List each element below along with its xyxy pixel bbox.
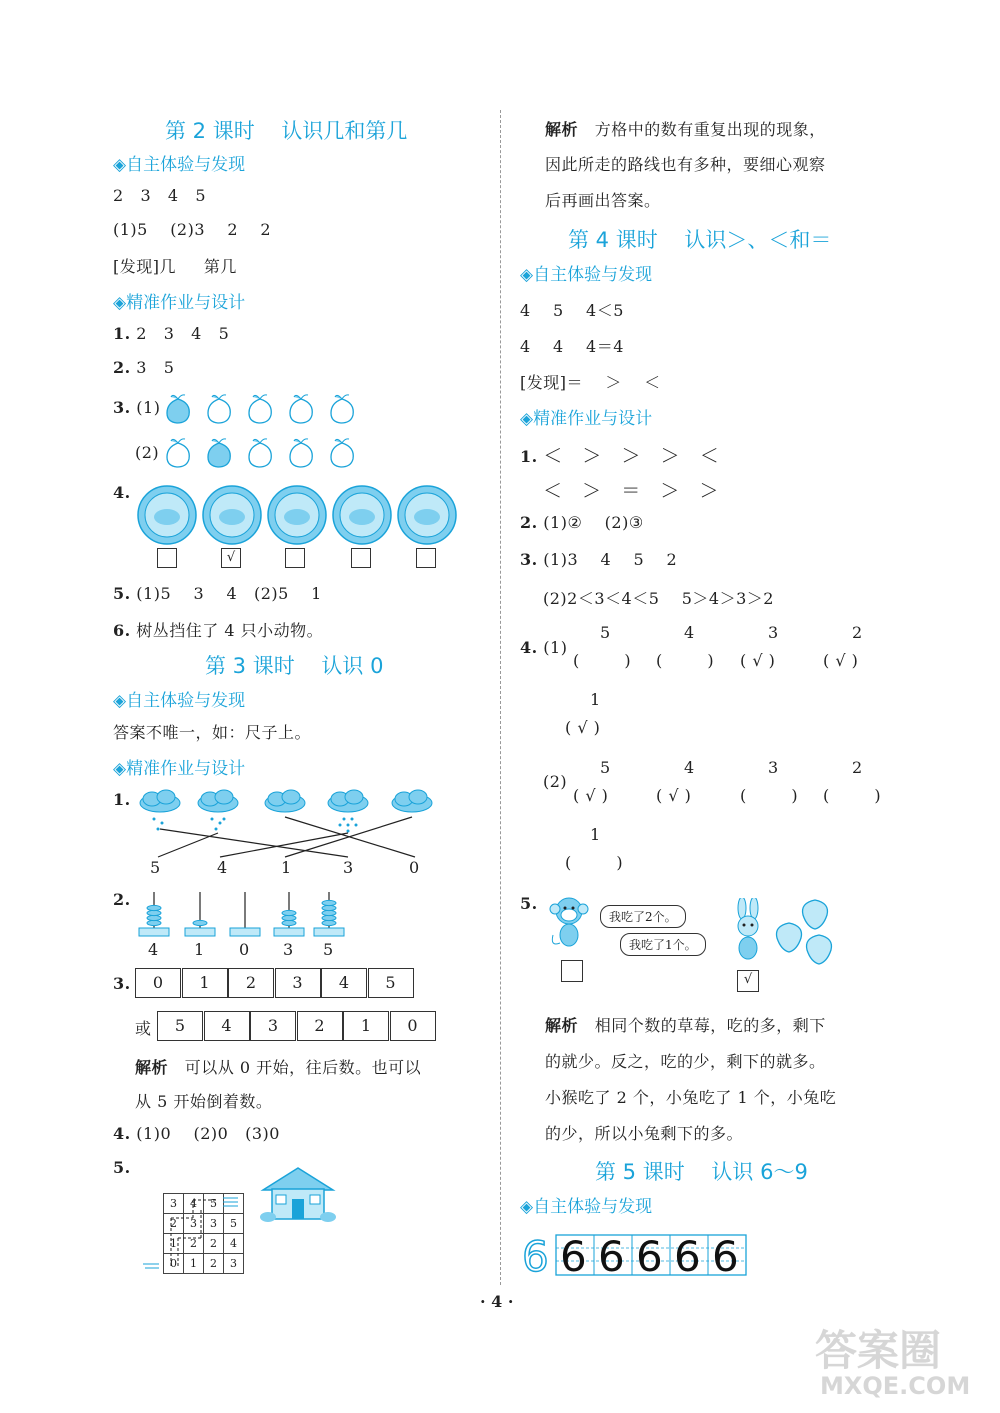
- section-homework: ◈精准作业与设计: [520, 409, 653, 429]
- option-number: 1: [590, 690, 601, 709]
- maze-cell: 4: [183, 1193, 204, 1214]
- coin-icon: [396, 484, 458, 546]
- question-number: 4.: [113, 1124, 131, 1143]
- table-cell: 3: [275, 968, 321, 998]
- maze-cell: 4: [223, 1233, 244, 1254]
- question-3: [520, 550, 677, 569]
- question-number: 5.: [113, 1158, 131, 1177]
- answer-text: (1)0 (2)0 (3)0: [136, 1124, 280, 1143]
- option-number: 5: [600, 623, 611, 642]
- section-explore: ◈自主体验与发现: [520, 1197, 653, 1217]
- table-cell: 5: [157, 1011, 203, 1041]
- option-mark: ( ): [823, 786, 882, 805]
- option-mark: ( √ ): [656, 786, 692, 805]
- monkey-icon: [545, 895, 595, 955]
- question-number: 6.: [113, 621, 131, 640]
- table-cell: 4: [321, 968, 367, 998]
- question-number: 2.: [520, 513, 538, 532]
- digit-six: 6: [560, 1232, 587, 1281]
- question-number: 5.: [113, 584, 131, 603]
- column-divider: [500, 110, 501, 1285]
- cloud-number: 0: [409, 858, 420, 877]
- option-mark: ( √ ): [823, 651, 859, 670]
- maze-cell: 3: [223, 1253, 244, 1274]
- page-number: · 4 ·: [480, 1292, 514, 1311]
- table-cell: 3: [250, 1011, 296, 1041]
- question-number: 3.: [113, 974, 131, 993]
- cloud-icon: [392, 790, 432, 812]
- explanation-label: 解析: [135, 1058, 169, 1077]
- maze-cell: 2: [203, 1253, 224, 1274]
- question-number: 2.: [113, 358, 131, 377]
- digit-six: 6: [598, 1232, 625, 1281]
- abacus-number: 4: [148, 940, 159, 959]
- table-cell: 0: [390, 1011, 436, 1041]
- answer-box: [416, 548, 436, 568]
- sub-label: (2): [135, 443, 160, 462]
- answer-line: 2 3 4 5: [113, 186, 206, 205]
- question-5: [113, 584, 322, 603]
- section-explore: ◈自主体验与发现: [113, 691, 246, 711]
- lesson5-title: 第 5 课时 认识 6～9: [595, 1160, 808, 1184]
- answer-line: [发现]＝ ＞ ＜: [520, 373, 661, 392]
- answer-line: 4 5 4＜5: [520, 301, 624, 320]
- question-4: [113, 1124, 280, 1143]
- table-cell: 1: [343, 1011, 389, 1041]
- explanation: [135, 1055, 421, 1078]
- lesson4-title: 第 4 课时 认识＞、＜和＝: [568, 228, 832, 252]
- mango-icon: [163, 437, 193, 469]
- question-6: [113, 618, 323, 641]
- table-cell: 2: [228, 968, 274, 998]
- question-3: [113, 398, 160, 417]
- question-1: [113, 790, 131, 809]
- answer-line: [发现]几 第几: [113, 257, 237, 276]
- explanation-text: 的就少。反之，吃的少，剩下的就多。: [545, 1052, 826, 1071]
- abacus-icon: [272, 890, 306, 942]
- abacus-number: 1: [194, 940, 205, 959]
- coin-icon: [266, 484, 328, 546]
- digit-six: 6: [712, 1232, 739, 1281]
- answer-text: 树丛挡住了 4 只小动物。: [136, 621, 324, 640]
- question-number: 1.: [520, 447, 538, 466]
- digit-six: 6: [636, 1232, 663, 1281]
- question-1: [113, 324, 229, 343]
- answer-text: (2)2＜3＜4＜5 5＞4＞3＞2: [543, 589, 774, 608]
- abacus-number: 0: [239, 940, 250, 959]
- answer-box-checked: √: [221, 548, 241, 568]
- speech-bubble-monkey: 我吃了2个。: [600, 905, 686, 928]
- or-label: 或: [135, 1019, 152, 1038]
- abacus-number: 3: [283, 940, 294, 959]
- speech-bubble-rabbit: 我吃了1个。: [620, 933, 706, 956]
- maze-cell: 3: [163, 1193, 184, 1214]
- coin-icon: [331, 484, 393, 546]
- explanation-text: 可以从 0 开始，往后数。也可以: [184, 1058, 422, 1077]
- maze-path: [143, 1188, 253, 1278]
- question-number: 2.: [113, 890, 131, 909]
- cloud-number: 5: [150, 858, 161, 877]
- answer-text: 3 5: [136, 358, 175, 377]
- table-cell: 0: [135, 968, 181, 998]
- cloud-icon: [265, 790, 305, 812]
- question-5: [520, 894, 538, 913]
- option-number: 1: [590, 825, 601, 844]
- question-3: [113, 974, 131, 993]
- answer-text: 2 3 4 5: [136, 324, 230, 343]
- answer-box: [285, 548, 305, 568]
- cloud-number: 3: [343, 858, 354, 877]
- mango-icon: [327, 393, 357, 425]
- option-number: 4: [684, 758, 695, 777]
- watermark-url: MXQE.COM: [820, 1372, 971, 1400]
- option-number: 2: [852, 758, 863, 777]
- option-mark: ( ): [740, 786, 799, 805]
- lesson2-title: 第 2 课时 认识几和第几: [165, 119, 408, 143]
- lesson3-title: 第 3 课时 认识 0: [205, 654, 384, 678]
- maze-cell: 3: [203, 1213, 224, 1234]
- maze-cell: 2: [183, 1233, 204, 1254]
- answer-line: 4 4 4＝4: [520, 337, 624, 356]
- mango-icon: [286, 437, 316, 469]
- section-homework: ◈精准作业与设计: [113, 759, 246, 779]
- maze-cell: 5: [203, 1193, 224, 1214]
- cloud-icon: [328, 790, 368, 812]
- mango-icon: [286, 393, 316, 425]
- answer-text: ＜ ＞ ＞ ＞ ＜: [543, 445, 720, 467]
- cloud-icon: [198, 790, 238, 812]
- explanation-label: 解析: [545, 1016, 579, 1035]
- cloud-number: 1: [281, 858, 292, 877]
- mango-icon: [327, 437, 357, 469]
- answer-text: (1)3 4 5 2: [543, 550, 678, 569]
- section-explore: ◈自主体验与发现: [520, 265, 653, 285]
- mango-icon: [245, 393, 275, 425]
- question-number: 3.: [520, 550, 538, 569]
- sub-label: (1): [543, 638, 568, 657]
- sub-label: (2): [543, 772, 568, 791]
- rabbit-icon: [728, 898, 768, 968]
- answer-text: (1)5 3 4 (2)5 1: [136, 584, 322, 603]
- abacus-icon: [228, 890, 262, 942]
- answer-box-checked: √: [737, 970, 759, 992]
- cloud-icon: [140, 790, 180, 812]
- abacus-icon: [312, 890, 346, 942]
- explanation: [545, 117, 826, 140]
- option-number: 2: [852, 623, 863, 642]
- question-2: [520, 513, 644, 532]
- mango-icon: [204, 393, 234, 425]
- maze-cell: 1: [163, 1233, 184, 1254]
- mango-icon: [245, 437, 275, 469]
- explanation-text: 相同个数的草莓，吃的多，剩下: [594, 1016, 826, 1035]
- maze-cell: 2: [163, 1213, 184, 1234]
- option-number: 5: [600, 758, 611, 777]
- answer-line: (1)5 (2)3 2 2: [113, 220, 272, 239]
- table-cell: 1: [182, 968, 228, 998]
- maze-cell: 1: [183, 1253, 204, 1274]
- option-mark: ( ): [573, 651, 632, 670]
- explanation-text: 从 5 开始倒着数。: [135, 1092, 273, 1111]
- strawberry-icons: [775, 895, 840, 970]
- abacus-number: 5: [323, 940, 334, 959]
- explanation-text: 方格中的数有重复出现的现象，: [594, 120, 826, 139]
- question-number: 5.: [520, 894, 538, 913]
- answer-box: [351, 548, 371, 568]
- question-5: [113, 1158, 131, 1177]
- question-2: [113, 890, 131, 909]
- explanation-text: 的少，所以小兔剩下的多。: [545, 1124, 744, 1143]
- option-mark: ( ): [656, 651, 715, 670]
- question-number: 1.: [113, 790, 131, 809]
- abacus-icon: [183, 890, 217, 942]
- digit-six: 6: [674, 1232, 701, 1281]
- maze-cell: 3: [183, 1213, 204, 1234]
- question-number: 3.: [113, 398, 131, 417]
- mango-icon: [163, 393, 193, 425]
- explanation-text: 后再画出答案。: [545, 191, 661, 210]
- section-explore: ◈自主体验与发现: [113, 155, 246, 175]
- house-icon: [258, 1165, 338, 1225]
- answer-box: [561, 960, 583, 982]
- explanation: [545, 1013, 826, 1036]
- digit-six: 6: [522, 1232, 549, 1281]
- question-number: 1.: [113, 324, 131, 343]
- explanation-text: 因此所走的路线也有多种，要细心观察: [545, 155, 826, 174]
- section-homework: ◈精准作业与设计: [113, 293, 246, 313]
- table-cell: 4: [204, 1011, 250, 1041]
- coin-icon: [136, 484, 198, 546]
- explanation-text: 小猴吃了 2 个，小兔吃了 1 个，小兔吃: [545, 1088, 837, 1107]
- question-number: 4.: [520, 638, 538, 657]
- option-mark: ( ): [565, 853, 624, 872]
- answer-line: 答案不唯一，如：尺子上。: [113, 723, 312, 742]
- explanation-label: 解析: [545, 120, 579, 139]
- option-number: 3: [768, 623, 779, 642]
- option-mark: ( √ ): [573, 786, 609, 805]
- option-number: 3: [768, 758, 779, 777]
- watermark-logo: 答案圈: [815, 1326, 942, 1375]
- abacus-icon: [137, 890, 171, 942]
- question-4: [113, 483, 131, 502]
- matching-lines: [158, 817, 415, 857]
- maze-cell: 5: [223, 1213, 244, 1234]
- sub-label: (1): [136, 398, 161, 417]
- maze-cell: 2: [203, 1233, 224, 1254]
- option-mark: ( √ ): [740, 651, 776, 670]
- answer-text: (1)② (2)③: [543, 513, 644, 532]
- coin-icon: [201, 484, 263, 546]
- question-number: 4.: [113, 483, 131, 502]
- question-4: [520, 638, 567, 657]
- option-number: 4: [684, 623, 695, 642]
- cloud-number: 4: [217, 858, 228, 877]
- maze-cell: 0: [163, 1253, 184, 1274]
- mango-icon: [204, 437, 234, 469]
- option-mark: ( √ ): [565, 718, 601, 737]
- question-2: [113, 358, 174, 377]
- table-cell: 2: [297, 1011, 343, 1041]
- table-cell: 5: [368, 968, 414, 998]
- answer-box: [157, 548, 177, 568]
- answer-text: ＜ ＞ ＝ ＞ ＞: [543, 480, 719, 502]
- question-1: [520, 441, 719, 468]
